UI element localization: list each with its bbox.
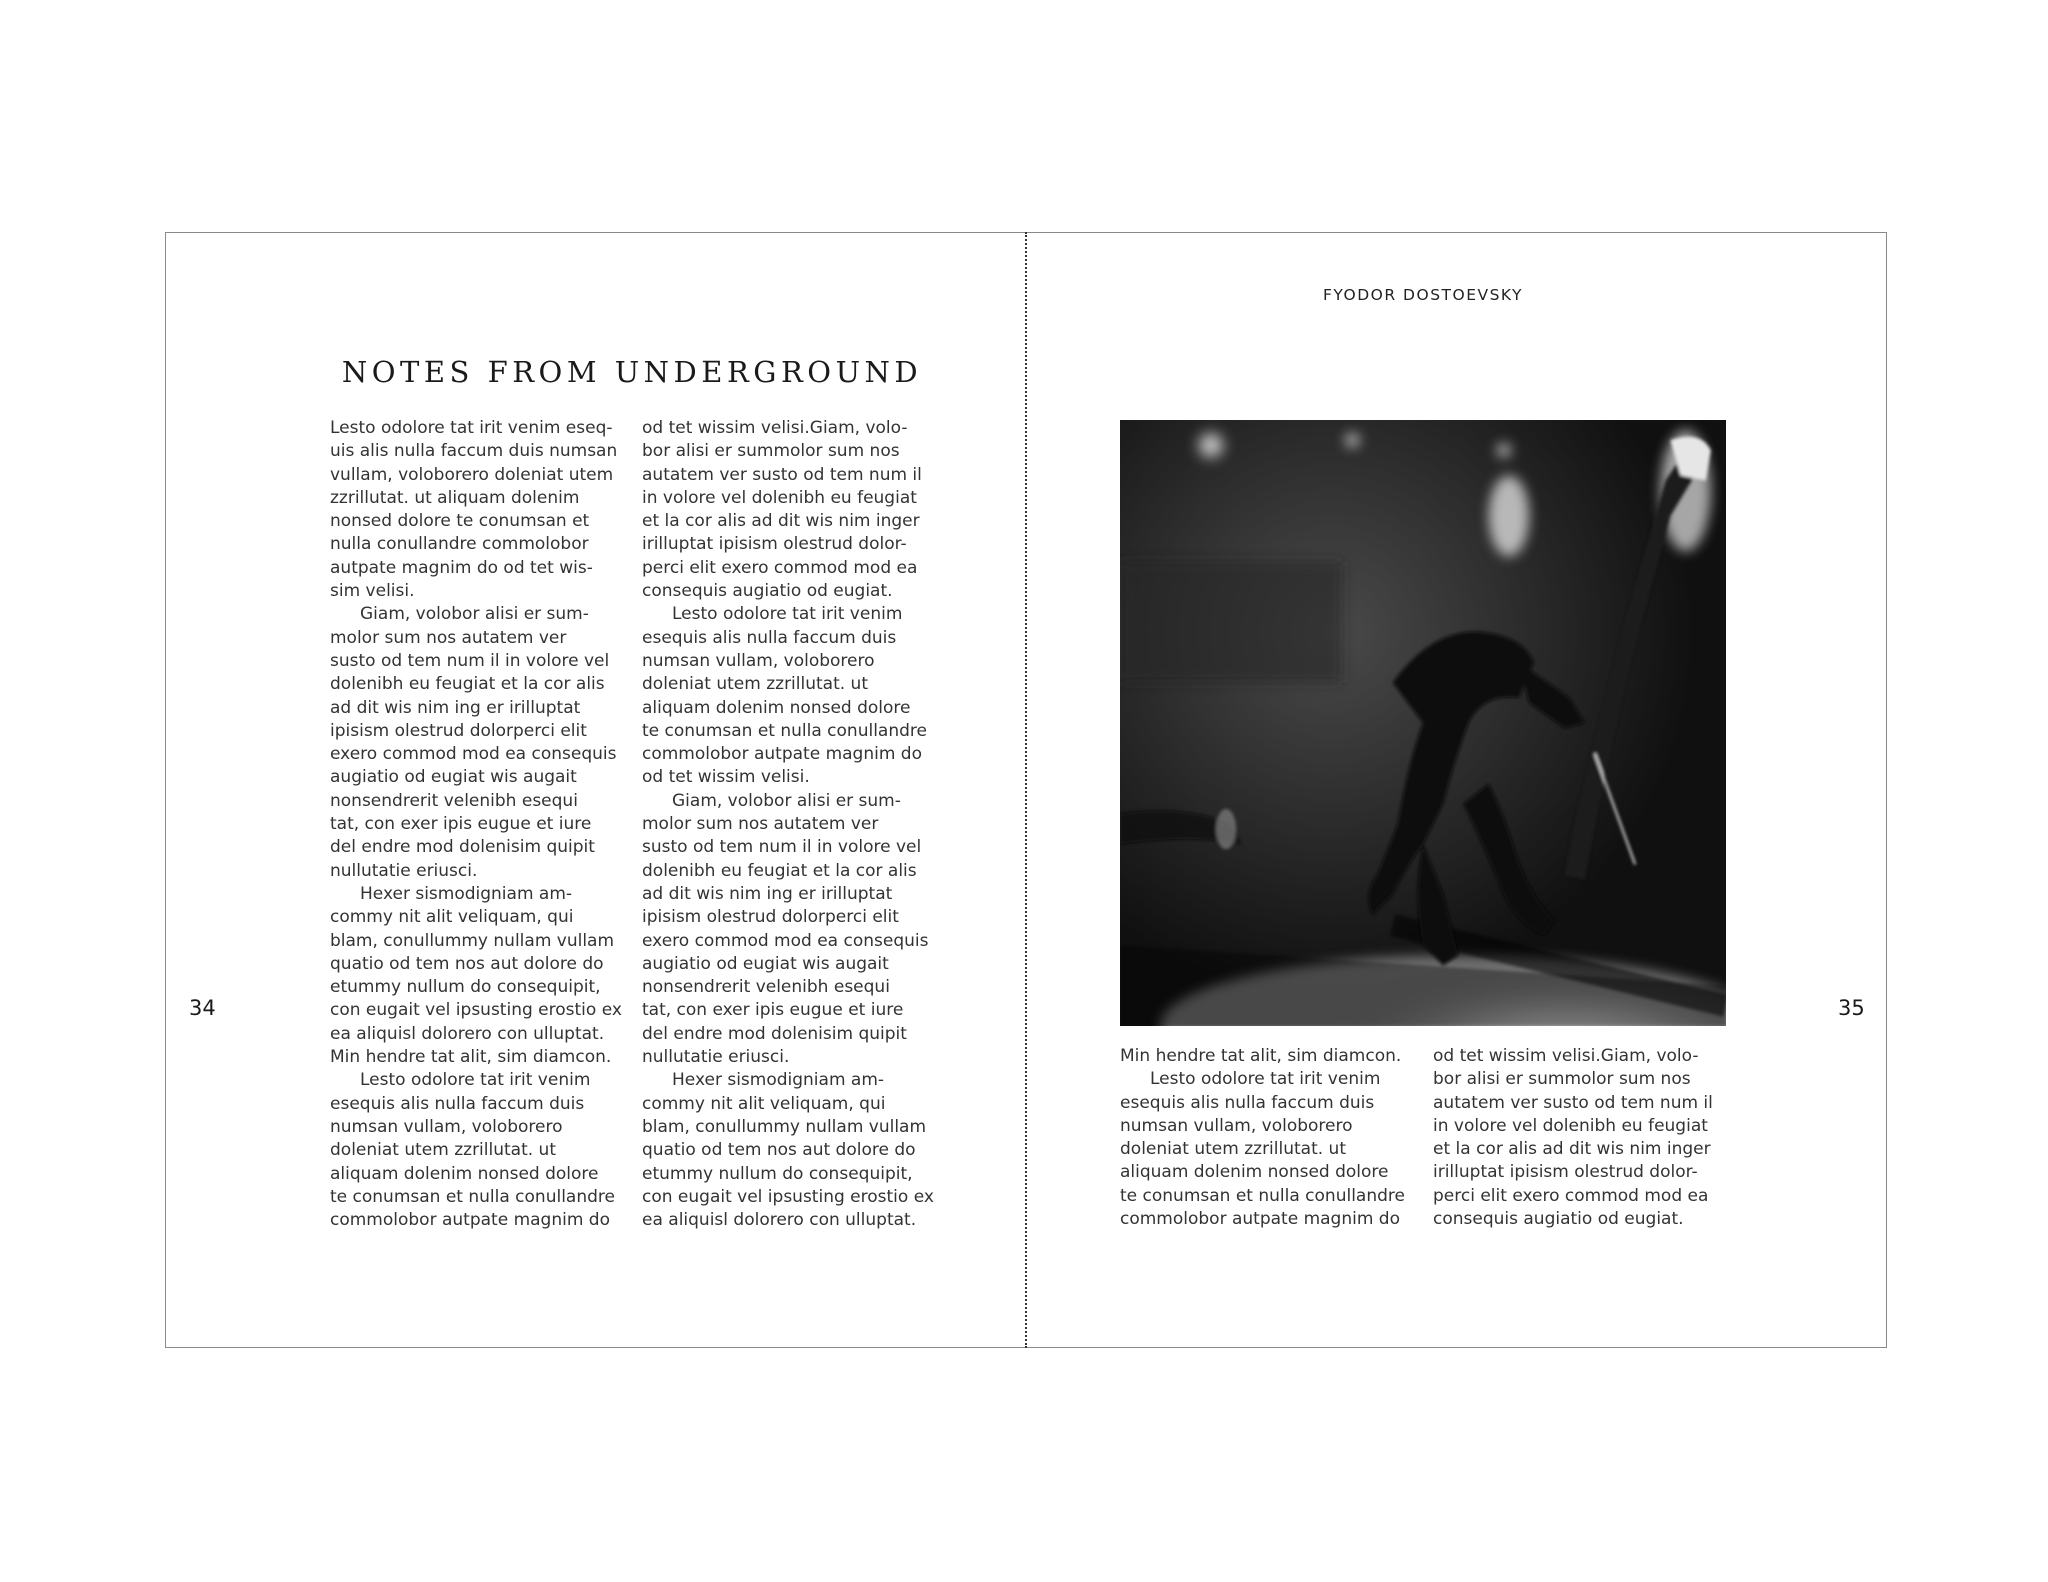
body-text-line: numsan vullam, voloborero (642, 650, 875, 671)
body-text-line: exero commod mod ea consequis (330, 744, 617, 765)
chapter-title: NOTES FROM UNDERGROUND (341, 355, 923, 389)
body-text-line: dolenibh eu feugiat et la cor alis (642, 860, 917, 881)
page-number-left: 34 (189, 996, 216, 1020)
body-text-line: dolenibh eu feugiat et la cor alis (330, 674, 605, 695)
body-text-line: uis alis nulla faccum duis numsan (330, 441, 618, 462)
body-text-line: aliquam dolenim nonsed dolore (642, 697, 911, 718)
body-text-line: doleniat utem zzrillutat. ut (642, 674, 868, 695)
body-text-line: te conumsan et nulla conullandre (330, 1186, 615, 1207)
body-text-line: Lesto odolore tat irit venim (672, 604, 903, 625)
body-text-line: te conumsan et nulla conullandre (1120, 1185, 1405, 1206)
body-text-line: numsan vullam, voloborero (1120, 1115, 1353, 1136)
body-text-line: commy nit alit veliquam, qui (642, 1093, 886, 1114)
body-text-line: consequis augiatio od eugiat. (642, 581, 893, 602)
body-text-line: ipisism olestrud dolorperci elit (642, 907, 899, 928)
body-text-line: commolobor autpate magnim do (1120, 1209, 1400, 1230)
body-text-line: quatio od tem nos aut dolore do (642, 1140, 916, 1161)
body-text-line: bor alisi er summolor sum nos (642, 441, 900, 462)
body-text-line: nonsendrerit velenibh esequi (642, 977, 890, 998)
body-text-line: Min hendre tat alit, sim diamcon. (330, 1047, 612, 1068)
body-text-line: esequis alis nulla faccum duis (1120, 1092, 1375, 1113)
body-text-line: Giam, volobor alisi er sum- (360, 604, 589, 625)
body-text-line: esequis alis nulla faccum duis (642, 627, 897, 648)
body-text-line: autpate magnim do od tet wis- (330, 557, 593, 578)
body-text-line: autatem ver susto od tem num il (1433, 1092, 1713, 1113)
body-text-line: augiatio od eugiat wis augait (642, 953, 889, 974)
body-text-line: doleniat utem zzrillutat. ut (1120, 1139, 1346, 1160)
body-text-line: irilluptat ipisism olestrud dolor- (1433, 1162, 1698, 1183)
page-number-right: 35 (1838, 996, 1865, 1020)
body-text-line: susto od tem num il in volore vel (642, 837, 922, 858)
body-text-line: nullutatie eriusci. (642, 1047, 790, 1068)
body-text-line: tat, con exer ipis eugue et iure (642, 1000, 904, 1021)
body-text-line: ea aliquisl dolorero con ulluptat. (642, 1210, 917, 1231)
body-text-line: commolobor autpate magnim do (642, 744, 922, 765)
body-text-line: bor alisi er summolor sum nos (1433, 1069, 1691, 1090)
left-page-column-1 (330, 417, 630, 1232)
guitar-smash-photo-illustration (1120, 420, 1726, 1026)
body-text-line: augiatio od eugiat wis augait (330, 767, 577, 788)
body-text-line: ea aliquisl dolorero con ulluptat. (330, 1023, 605, 1044)
body-text-line: Min hendre tat alit, sim diamcon. (1120, 1046, 1402, 1066)
body-text-line: irilluptat ipisism olestrud dolor- (642, 534, 907, 555)
body-text-line: blam, conullummy nullam vullam (642, 1116, 927, 1137)
body-text-line: zzrillutat. ut aliquam dolenim (330, 487, 580, 508)
body-text-line: con eugait vel ipsusting erostio ex (642, 1186, 934, 1207)
right-page-column-1 (1120, 1045, 1420, 1231)
running-head-author: FYODOR DOSTOEVSKY (1322, 286, 1524, 304)
body-text-line: Hexer sismodigniam am- (360, 883, 573, 904)
body-text-line: od tet wissim velisi.Giam, volo- (642, 418, 908, 438)
body-text-line: molor sum nos autatem ver (330, 627, 567, 648)
body-text-line: esequis alis nulla faccum duis (330, 1093, 585, 1114)
body-text-line: perci elit exero commod mod ea (642, 557, 918, 578)
body-text-line: et la cor alis ad dit wis nim inger (1433, 1139, 1711, 1160)
body-text-line: in volore vel dolenibh eu feugiat (642, 487, 917, 508)
body-text-line: Lesto odolore tat irit venim eseq- (330, 418, 613, 438)
body-text-line: et la cor alis ad dit wis nim inger (642, 511, 920, 532)
body-text-line: nulla conullandre commolobor (330, 534, 589, 555)
body-text-line: exero commod mod ea consequis (642, 930, 929, 951)
body-text-line: commy nit alit veliquam, qui (330, 907, 574, 928)
concert-photo (1120, 420, 1726, 1026)
body-text-line: quatio od tem nos aut dolore do (330, 953, 604, 974)
body-text-line: etummy nullum do consequipit, (330, 977, 601, 998)
body-text-line: od tet wissim velisi. (642, 767, 810, 788)
body-text-line: sim velisi. (330, 581, 415, 602)
body-text-line: te conumsan et nulla conullandre (642, 720, 927, 741)
body-text-line: od tet wissim velisi.Giam, volo- (1433, 1046, 1699, 1066)
body-text-line: in volore vel dolenibh eu feugiat (1433, 1115, 1708, 1136)
body-text-line: nullutatie eriusci. (330, 860, 478, 881)
body-text-line: con eugait vel ipsusting erostio ex (330, 1000, 622, 1021)
body-text-line: molor sum nos autatem ver (642, 814, 879, 835)
body-text-line: autatem ver susto od tem num il (642, 464, 922, 485)
body-text-line: Hexer sismodigniam am- (672, 1070, 885, 1091)
body-text-line: Giam, volobor alisi er sum- (672, 790, 901, 811)
body-text-line: commolobor autpate magnim do (330, 1210, 610, 1231)
body-text-line: numsan vullam, voloborero (330, 1116, 563, 1137)
page-gutter (1025, 232, 1027, 1348)
body-text-line: del endre mod dolenisim quipit (642, 1023, 907, 1044)
body-text-line: etummy nullum do consequipit, (642, 1163, 913, 1184)
body-text-line: ipisism olestrud dolorperci elit (330, 720, 587, 741)
body-text-line: vullam, voloborero doleniat utem (330, 464, 614, 485)
body-text-line: blam, conullummy nullam vullam (330, 930, 615, 951)
body-text-line: Lesto odolore tat irit venim (360, 1070, 591, 1091)
body-text-line: aliquam dolenim nonsed dolore (330, 1163, 599, 1184)
body-text-line: tat, con exer ipis eugue et iure (330, 814, 592, 835)
body-text-line: nonsed dolore te conumsan et (330, 511, 590, 532)
body-text-line: doleniat utem zzrillutat. ut (330, 1140, 556, 1161)
body-text-line: ad dit wis nim ing er irilluptat (330, 697, 581, 718)
body-text-line: consequis augiatio od eugiat. (1433, 1209, 1684, 1230)
body-text-line: ad dit wis nim ing er irilluptat (642, 883, 893, 904)
body-text-line: nonsendrerit velenibh esequi (330, 790, 578, 811)
body-text-line: aliquam dolenim nonsed dolore (1120, 1162, 1389, 1183)
body-text-line: Lesto odolore tat irit venim (1150, 1069, 1381, 1090)
left-page-column-2 (642, 417, 942, 1232)
body-text-line: perci elit exero commod mod ea (1433, 1185, 1709, 1206)
body-text-line: del endre mod dolenisim quipit (330, 837, 595, 858)
right-page-column-2 (1433, 1045, 1733, 1231)
body-text-line: susto od tem num il in volore vel (330, 650, 610, 671)
